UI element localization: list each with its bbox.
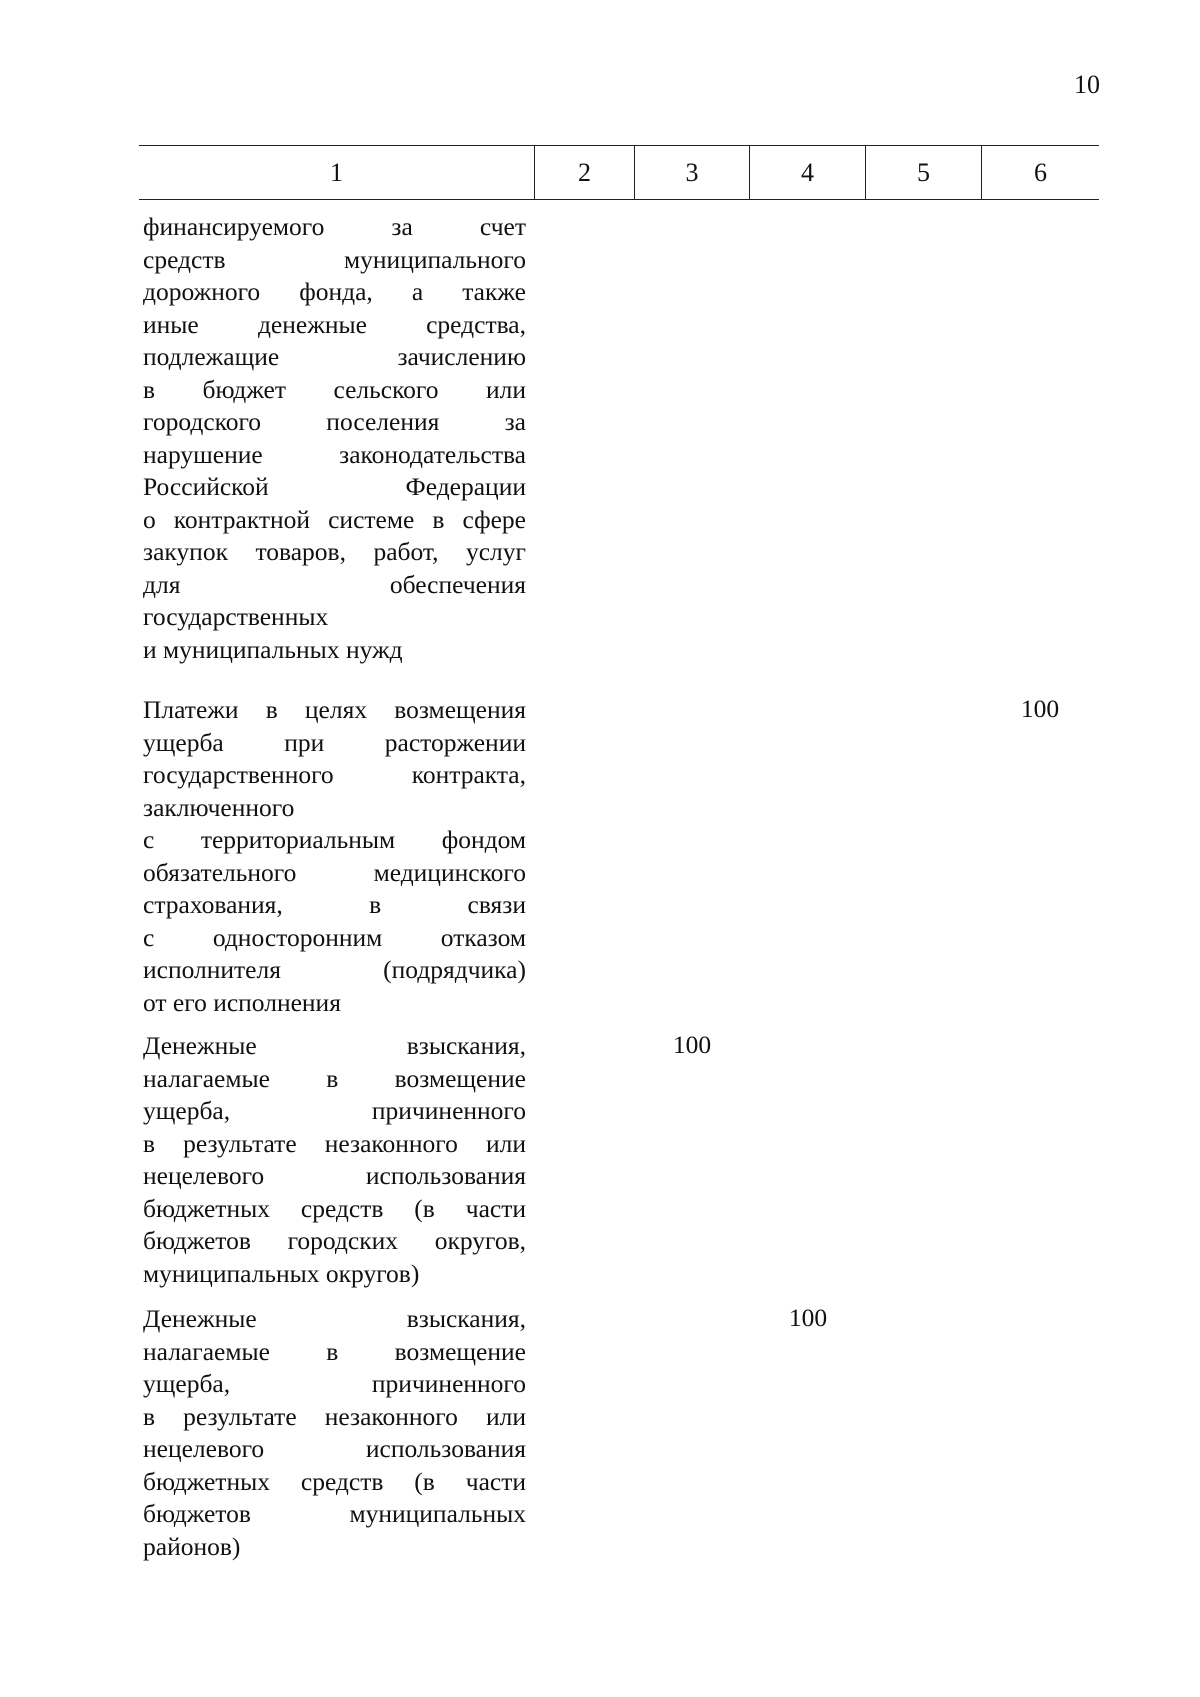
- table-row-text-line: Российской Федерации: [143, 472, 526, 501]
- table-row-text-line: нецелевого использования: [143, 1434, 526, 1463]
- table-row-text-line: и муниципальных нужд: [143, 634, 403, 664]
- table-row-description: [143, 211, 526, 666]
- table-row-value: 100: [788, 1303, 828, 1332]
- table-row-text-line: обязательного медицинского: [143, 857, 526, 887]
- table-row-text-line: Денежные взыскания,: [143, 1031, 526, 1060]
- table-row-text-line: бюджетных средств (в части: [143, 1193, 526, 1223]
- table-row-text-line: в результате незаконного или: [143, 1128, 526, 1158]
- table-row-text-line: бюджетов городских округов,: [143, 1226, 526, 1255]
- table-row-text-line: средств муниципального: [143, 244, 526, 274]
- table-row-text-line: в результате незаконного или: [143, 1401, 526, 1431]
- table-row-text-line: Денежные взыскания,: [143, 1304, 526, 1333]
- table-row-text-line: дорожного фонда, а также: [143, 277, 526, 306]
- table-row-text-line: ущерба, причиненного: [143, 1369, 526, 1398]
- table-row-text-line: нарушение законодательства: [143, 439, 526, 469]
- column-header-4: 4: [749, 146, 865, 199]
- table-row-text-line: подлежащие зачислению: [143, 342, 526, 371]
- table-row-text-line: страхования, в связи: [143, 890, 526, 919]
- table-row-description: [143, 1303, 526, 1563]
- table-row-text-line: от его исполнения: [143, 987, 341, 1017]
- table-row-text-line: Платежи в целях возмещения: [143, 695, 526, 724]
- table-row-value: 100: [672, 1030, 712, 1059]
- table-row-text-line: налагаемые в возмещение: [143, 1063, 526, 1093]
- column-header-2: 2: [534, 146, 634, 199]
- table-header-row: [139, 145, 1099, 200]
- table-row-text-line: исполнителя (подрядчика): [143, 955, 526, 984]
- table-row-text-line: ущерба при расторжении: [143, 727, 526, 757]
- column-header-6: 6: [981, 146, 1099, 199]
- page-number: 10: [1074, 70, 1100, 99]
- column-header-5: 5: [865, 146, 981, 199]
- table-row-text-line: для обеспечения: [143, 569, 526, 599]
- table-row-text-line: бюджетов муниципальных: [143, 1499, 526, 1528]
- table-row-description: [143, 694, 526, 1019]
- table-row-text-line: закупок товаров, работ, услуг: [143, 537, 526, 566]
- table-row-text-line: о контрактной системе в сфере: [143, 504, 526, 534]
- table-row-text-line: с односторонним отказом: [143, 922, 526, 952]
- table-row-value: 100: [1020, 694, 1060, 723]
- table-row-text-line: бюджетных средств (в части: [143, 1466, 526, 1496]
- table-row-text-line: нецелевого использования: [143, 1161, 526, 1190]
- column-header-1: 1: [330, 157, 343, 187]
- table-row-text-line: районов): [143, 1531, 241, 1561]
- table-row-description: [143, 1030, 526, 1290]
- table-row-text-line: иные денежные средства,: [143, 309, 526, 339]
- table-row-text-line: городского поселения за: [143, 407, 526, 436]
- table-row-text-line: налагаемые в возмещение: [143, 1336, 526, 1366]
- table-row-text-line: заключенного: [143, 792, 295, 822]
- table-row-text-line: государственных: [143, 602, 329, 631]
- table-row-text-line: в бюджет сельского или: [143, 374, 526, 404]
- column-header-3: 3: [634, 146, 749, 199]
- table-row-text-line: государственного контракта,: [143, 760, 526, 789]
- table-row-text-line: с территориальным фондом: [143, 825, 526, 854]
- table-row-text-line: муниципальных округов): [143, 1258, 420, 1288]
- table-row-text-line: финансируемого за счет: [143, 212, 526, 241]
- table-row-text-line: ущерба, причиненного: [143, 1096, 526, 1125]
